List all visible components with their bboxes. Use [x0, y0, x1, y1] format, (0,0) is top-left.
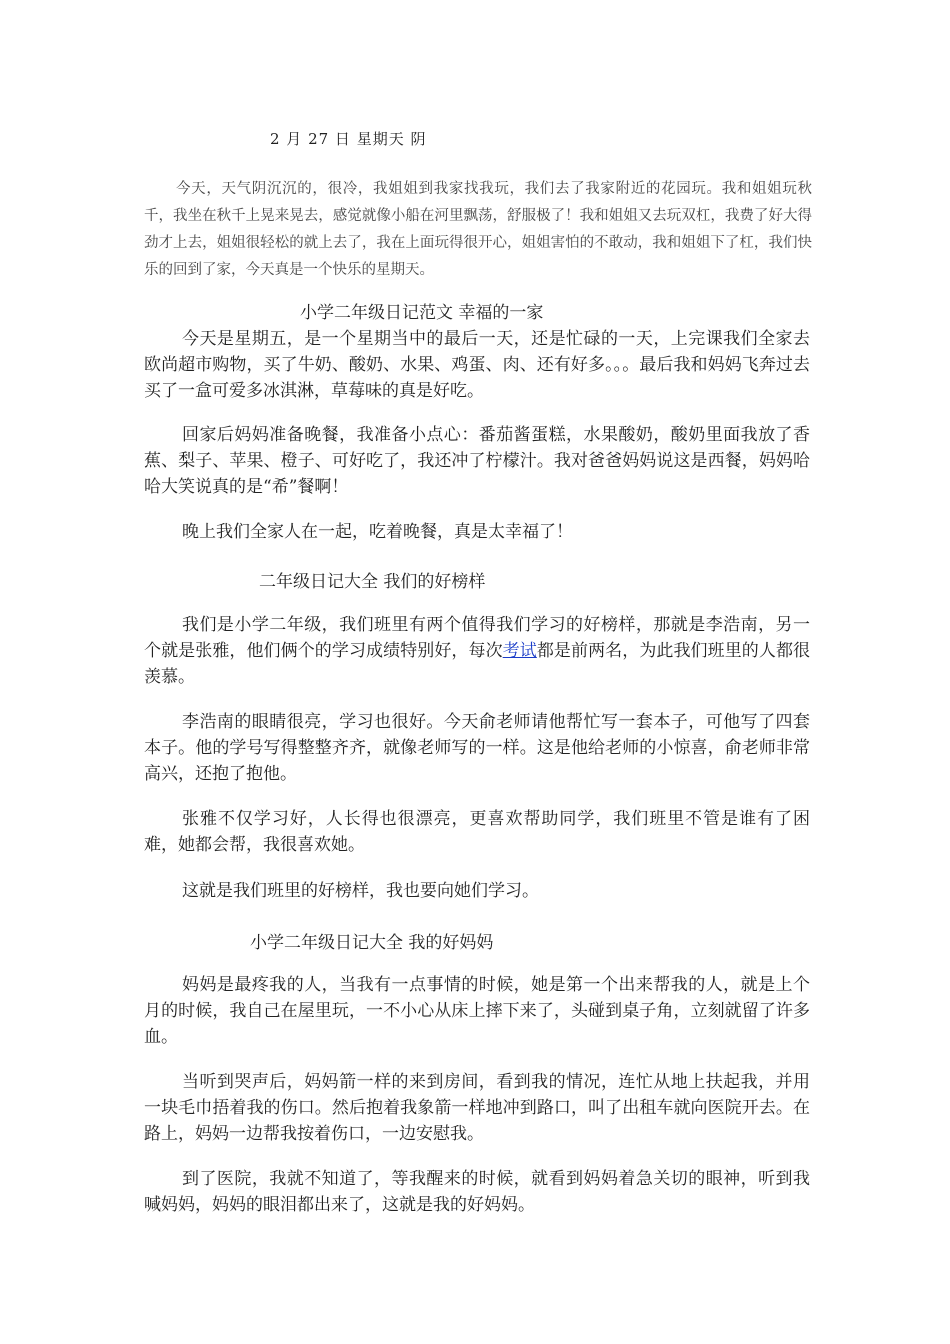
entry3-paragraph-2: 李浩南的眼睛很亮，学习也很好。今天俞老师请他帮忙写一套本子，可他写了四套本子。他的学号写得整整齐齐，就像老师写的一样。这是他给老师的小惊喜，俞老师非常高兴，还抱了抱他。 [144, 712, 810, 784]
entry4-title: 小学二年级日记大全 我的好妈妈 [250, 933, 494, 953]
entry2-paragraph-3: 晚上我们全家人在一起，吃着晚餐，真是太幸福了！ [182, 522, 573, 542]
entry4-paragraph-3: 到了医院，我就不知道了，等我醒来的时候，就看到妈妈着急关切的眼神，听到我喊妈妈，妈妈的眼泪都出来了，这就是我的好妈妈。 [144, 1169, 810, 1215]
entry4-paragraph-1: 妈妈是最疼我的人，当我有一点事情的时候，她是第一个出来帮我的人，就是上个月的时候，我自己在屋里玩，一不小心从床上摔下来了，头碰到桌子角，立刻就留了许多血。 [144, 975, 810, 1047]
entry2-paragraph-2: 回家后妈妈准备晚餐，我准备小点心：番茄酱蛋糕，水果酸奶，酸奶里面我放了香蕉、梨子、苹果、橙子、可好吃了，我还冲了柠檬汁。我对爸爸妈妈说这是西餐，妈妈哈哈大笑说真的是“希”餐啊！ [144, 425, 810, 497]
entry4-paragraph-2: 当听到哭声后，妈妈箭一样的来到房间，看到我的情况，连忙从地上扶起我，并用一块毛巾捂着我的伤口。然后抱着我象箭一样地冲到路口，叫了出租车就向医院开去。在路上，妈妈一边帮我按着伤口，一边安慰我。 [144, 1072, 810, 1144]
entry3-paragraph-3: 张雅不仅学习好，人长得也很漂亮，更喜欢帮助同学，我们班里不管是谁有了困难，她都会帮，我很喜欢她。 [144, 809, 810, 855]
exam-link[interactable]: 考试 [502, 641, 537, 661]
entry3-paragraph-1-text-a: 我们是小学二年级，我们班里有两个值得我们学习的好榜样，那就是李浩南，另一个就是张雅，他们俩个的学习成绩特别好，每次 [144, 615, 810, 661]
entry2-title: 小学二年级日记范文 幸福的一家 [300, 303, 544, 323]
entry2-paragraph-1: 今天是星期五，是一个星期当中的最后一天，还是忙碌的一天，上完课我们全家去欧尚超市购物，买了牛奶、酸奶、水果、鸡蛋、肉、还有好多。。。最后我和妈妈飞奔过去买了一盒可爱多冰淇淋，草莓味的真是好吃。 [144, 329, 810, 401]
entry3-paragraph-4: 这就是我们班里的好榜样，我也要向她们学习。 [182, 881, 539, 901]
entry3-title: 二年级日记大全 我们的好榜样 [259, 572, 486, 592]
entry1-body: 今天，天气阴沉沉的，很冷，我姐姐到我家找我玩，我们去了我家附近的花园玩。我和姐姐玩秋千，我坐在秋千上晃来晃去，感觉就像小船在河里飘荡，舒服极了！我和姐姐又去玩双杠，我费了好大得劲才上去，姐姐很轻松的就上去了，我在上面玩得很开心，姐姐害怕的不敢动，我和姐姐下了杠，我们快乐的回到了家，今天真是一个快乐的星期天。 [144, 181, 812, 278]
entry3-paragraph-1 [144, 612, 810, 690]
entry1-date-line: 2 月 27 日 星期天 阴 [270, 130, 427, 148]
entry3-paragraph-1-text-b: 都是前两名，为此我们班里的人都很羡慕。 [144, 641, 811, 687]
